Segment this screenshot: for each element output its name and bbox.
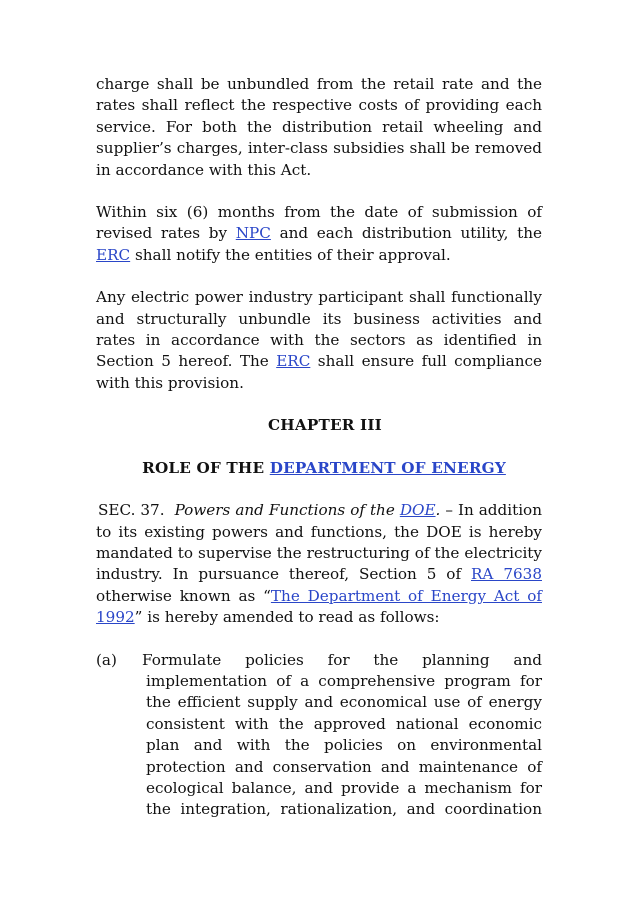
paragraph-revised-rates bbox=[96, 202, 542, 266]
chapter-heading-prefix: ROLE OF THE bbox=[142, 458, 270, 477]
document-body bbox=[96, 74, 542, 821]
paragraph-text: ” is hereby amended to read as follows: bbox=[134, 608, 440, 627]
paragraph-text: shall ensure full compliance with this provision. bbox=[96, 352, 542, 392]
link-erc[interactable]: ERC bbox=[96, 245, 131, 264]
link-erc-2[interactable]: ERC bbox=[276, 352, 311, 371]
paragraph-text: Any electric power industry participant shall functionally and structurally unbundle its business activities and rates in accordance with the sectors as identified in Section 5 hereof. The bbox=[96, 288, 542, 371]
link-ra-7638[interactable]: RA 7638 bbox=[471, 565, 542, 584]
section-title-suffix: . bbox=[435, 501, 441, 520]
section-title bbox=[175, 501, 441, 519]
paragraph-unbundled-rates: charge shall be unbundled from the retail rate and the rates shall reflect the respective costs of providing each service. For both the distribution retail wheeling and supplier’s charges, inter-class subsidies shall be removed in accordance with this Act. bbox=[96, 75, 542, 179]
list-item-a bbox=[96, 650, 542, 821]
section-title-text: Powers and Functions of the bbox=[174, 501, 400, 520]
paragraph-text: and each distribution utility, the bbox=[270, 224, 542, 243]
list-item-first-line: Formulate policies for the planning and bbox=[142, 650, 542, 669]
section-label: SEC. 37. bbox=[98, 501, 165, 520]
list-item-body: implementation of a comprehensive program for the efficient supply and economical use of energy consistent with the approved national economic plan and with the policies on environmental protection and conservation and maintenance of ecological balance, and provide a mechanism for the integration, rationalization, and coordination bbox=[146, 671, 542, 819]
link-department-of-energy-act[interactable]: The Department of Energy Act of 1992 bbox=[96, 586, 542, 627]
paragraph-text: – In addition to its existing powers and functions, the DOE is hereby mandated to supervise the restructuring of the electricity industry. In pursuance thereof, Section 5 of bbox=[96, 501, 542, 584]
chapter-title: CHAPTER III bbox=[268, 416, 382, 435]
section-37 bbox=[96, 500, 542, 628]
chapter-heading bbox=[106, 458, 542, 479]
paragraph-unbundle-business bbox=[96, 287, 542, 394]
link-doe[interactable]: DOE bbox=[399, 501, 436, 520]
paragraph-text: Within six (6) months from the date of submission of revised rates by bbox=[96, 203, 542, 243]
link-department-of-energy[interactable]: DEPARTMENT OF ENERGY bbox=[269, 458, 506, 477]
list-item-marker: (a) bbox=[96, 650, 117, 669]
paragraph-text: otherwise known as “ bbox=[96, 586, 271, 605]
paragraph-text: shall notify the entities of their approval. bbox=[130, 245, 451, 264]
link-npc[interactable]: NPC bbox=[235, 224, 271, 243]
